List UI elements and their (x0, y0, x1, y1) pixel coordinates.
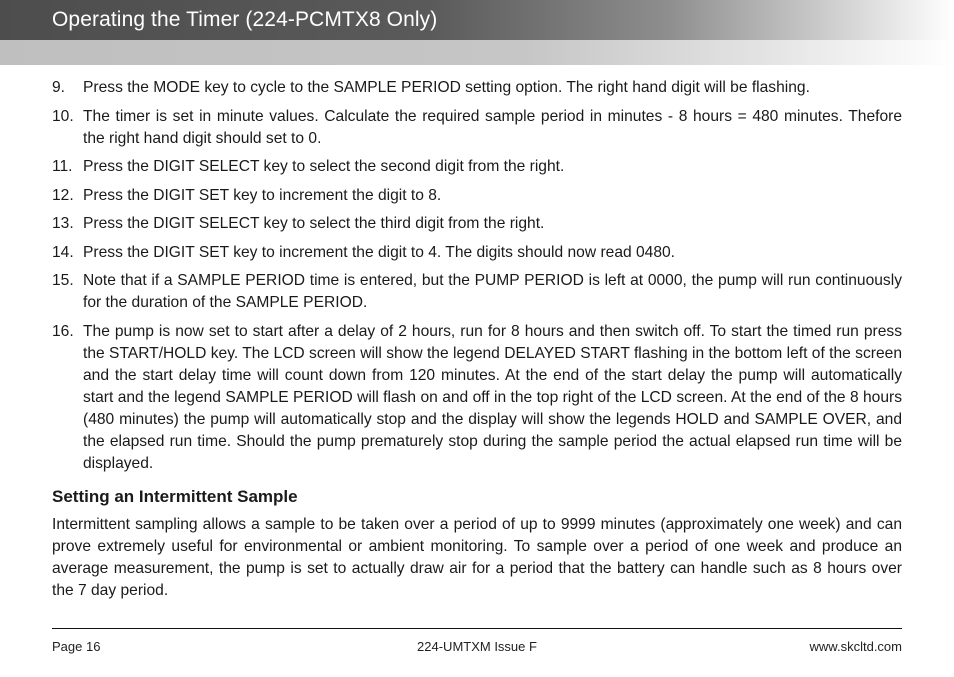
header-strip (0, 40, 954, 65)
step-item (52, 321, 902, 475)
page-number: Page 16 (52, 639, 101, 654)
footer-divider (52, 628, 902, 629)
step-number: 12. (52, 186, 74, 204)
step-number: 11. (52, 158, 73, 175)
step-item (52, 77, 902, 99)
step-item (52, 270, 902, 314)
step-text: Press the MODE key to cycle to the SAMPLE PERIOD setting option. The right hand digit will be flashing. (83, 79, 810, 96)
step-item (52, 156, 902, 178)
step-number: 10. (52, 107, 74, 125)
step-item (52, 106, 902, 150)
step-number: 9. (52, 79, 66, 96)
step-item (52, 242, 902, 264)
step-item (52, 213, 902, 235)
section-paragraph: Intermittent sampling allows a sample to be taken over a period of up to 9999 minutes (approximately one week) and can prove extremely useful for environmental or ambient monitoring. To sample over a period of one week and produce an average measurement, the pump is set to actually draw air for a period that the battery can handle such as 8 hours over the 7 day period. (52, 515, 902, 599)
header-bar (0, 0, 954, 40)
step-text: Press the DIGIT SELECT key to select the third digit from the right. (83, 215, 545, 232)
step-text: Press the DIGIT SET key to increment the digit to 8. (83, 186, 442, 204)
step-text: The timer is set in minute values. Calculate the required sample period in minutes - 8 hours = 480 minutes. Thefore the right hand digit should set to 0. (83, 107, 902, 147)
step-text: Note that if a SAMPLE PERIOD time is entered, but the PUMP PERIOD is left at 0000, the pump will run continuously for the duration of the SAMPLE PERIOD. (83, 272, 902, 311)
step-text: Press the DIGIT SET key to increment the digit to 4. The digits should now read 0480. (83, 243, 676, 261)
step-number: 16. (52, 322, 74, 340)
document-body (52, 77, 902, 602)
page-title: Operating the Timer (224-PCMTX8 Only) (52, 8, 438, 31)
step-number: 13. (52, 215, 74, 232)
document-id: 224-UMTXM Issue F (417, 639, 537, 654)
step-text: The pump is now set to start after a delay of 2 hours, run for 8 hours and then switch off. To start the timed run press the START/HOLD key. The LCD screen will show the legend DELAYED START flashing in the bottom left of the screen and the start delay time will count down from 120 minutes. At the end of the start delay the pump will automatically start and the legend SAMPLE PERIOD will flash on and off in the top right of the LCD screen. At the end of the 8 hours (480 minutes) the pump will automatically stop and the display will show the legends HOLD and SAMPLE OVER, and the elapsed run time. Should the pump prematurely stop during the sample period the actual elapsed run time will be displayed. (83, 322, 902, 472)
step-number: 14. (52, 243, 74, 261)
step-text: Press the DIGIT SELECT key to select the second digit from the right. (83, 158, 565, 175)
step-number: 15. (52, 272, 74, 289)
website-url: www.skcltd.com (809, 639, 902, 654)
step-item (52, 185, 902, 207)
section-heading: Setting an Intermittent Sample (52, 486, 298, 506)
steps-list (52, 77, 902, 475)
